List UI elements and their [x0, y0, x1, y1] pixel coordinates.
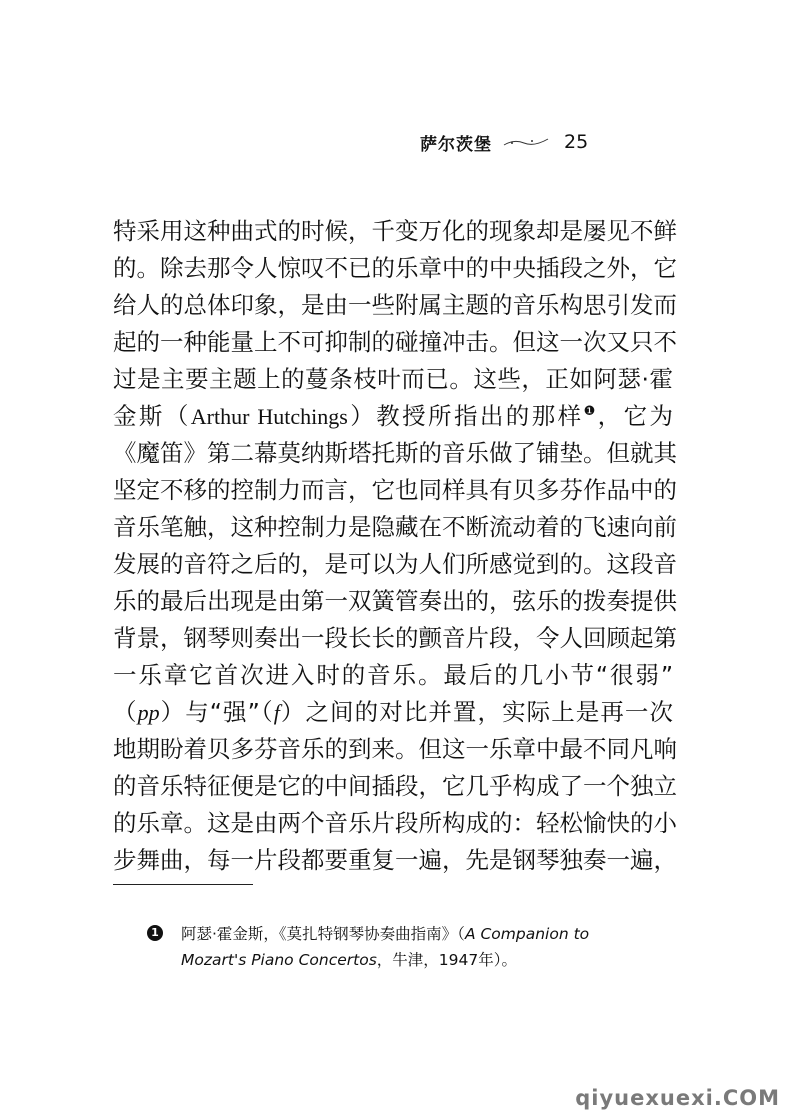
text-line: 一乐章它首次进入时的音乐。最后的几小节“很弱” [113, 661, 673, 689]
ornament-flourish-icon [502, 137, 550, 147]
author-name-latin: Arthur Hutchings [190, 404, 348, 429]
text-line: 背景，钢琴则奏出一段长长的颤音片段，令人回顾起第 [113, 624, 677, 652]
text-line: （pp）与“强”（f）之间的对比并置，实际上是再一次 [113, 698, 674, 726]
text-line: 音乐笔触，这种控制力是隐藏在不断流动着的飞速向前 [113, 513, 677, 541]
text-line: 金斯（Arthur Hutchings）教授所指出的那样$^❶$，它为 [113, 402, 674, 430]
text-line: 过是主要主题上的蔓条枝叶而已。这些，正如阿瑟·霍 [113, 365, 673, 393]
text-line: 乐的最后出现是由第一双簧管奏出的，弦乐的拨奏提供 [113, 587, 677, 615]
body-text [113, 213, 677, 879]
text-line: 的。除去那令人惊叹不已的乐章中的中央插段之外，它 [113, 254, 677, 282]
text-line: 的音乐特征便是它的中间插段，它几乎构成了一个独立 [113, 772, 677, 800]
running-header [420, 130, 588, 154]
footnote-line: 阿瑟·霍金斯，《莫扎特钢琴协奏曲指南》（A Companion to [181, 925, 590, 943]
text-line: 发展的音符之后的，是可以为人们所感觉到的。这段音 [113, 550, 677, 578]
footnote-divider [113, 884, 253, 885]
page-number: 25 [564, 131, 589, 153]
text-line: 坚定不移的控制力而言，它也同样具有贝多芬作品中的 [113, 476, 677, 504]
footnote-reference[interactable]: ❶ [583, 404, 598, 419]
footnote [147, 923, 673, 975]
text-line: 起的一种能量上不可抑制的碰撞冲击。但这一次又只不 [113, 328, 677, 356]
text-line: 《魔笛》第二幕莫纳斯塔托斯的音乐做了铺垫。但就其 [113, 439, 677, 467]
dynamic-marking-pp: pp [137, 700, 160, 725]
site-watermark: qiyuexuexi.COM [575, 1086, 780, 1110]
footnote-line: Mozart's Piano Concertos，牛津，1947年）。 [181, 951, 517, 969]
text-line: 步舞曲，每一片段都要重复一遍，先是钢琴独奏一遍， [113, 846, 677, 874]
dynamic-marking-f: f [273, 700, 280, 725]
text-line: 的乐章。这是由两个音乐片段所构成的：轻松愉快的小 [113, 809, 677, 837]
footnote-marker: 1 [147, 925, 163, 941]
text-line: 地期盼着贝多芬音乐的到来。但这一乐章中最不同凡响 [113, 735, 677, 763]
text-line: 给人的总体印象，是由一些附属主题的音乐构思引发而 [113, 291, 677, 319]
text-line: 特采用这种曲式的时候，千变万化的现象却是屡见不鲜 [113, 217, 677, 245]
chapter-title: 萨尔茨堡 [420, 134, 492, 155]
